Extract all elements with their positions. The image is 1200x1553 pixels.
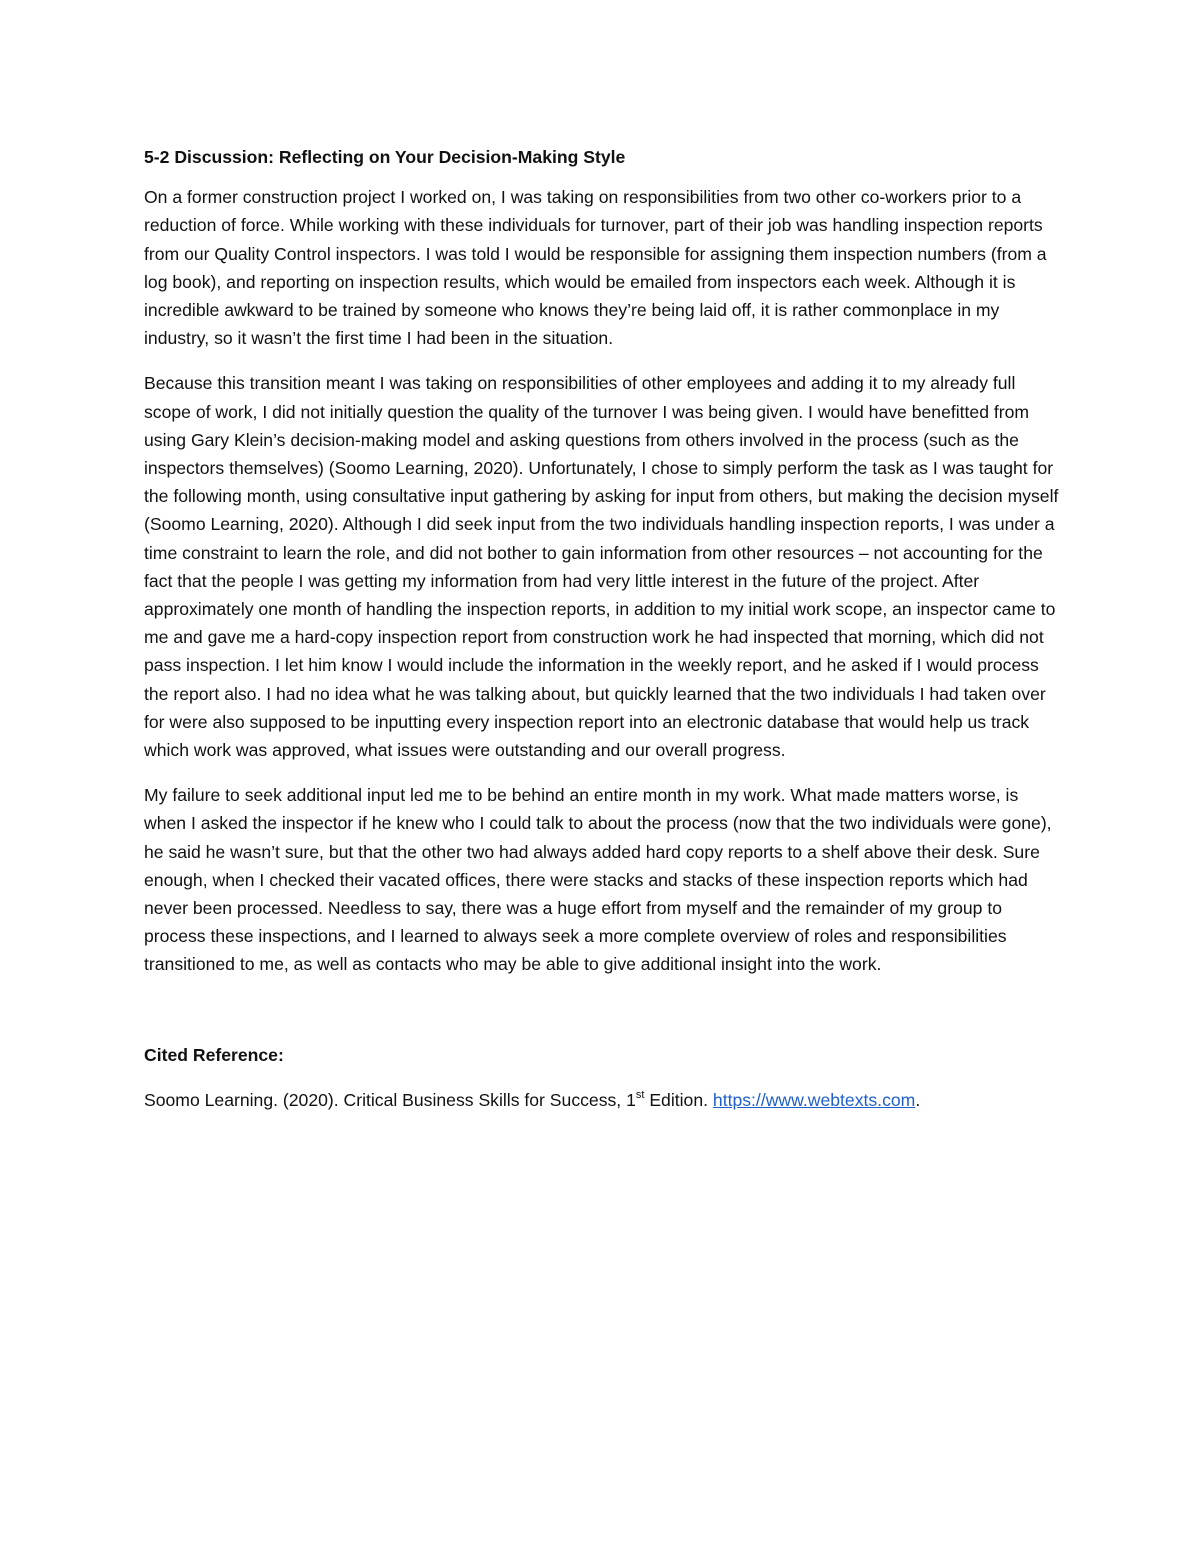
document-title: 5-2 Discussion: Reflecting on Your Decision-Making Style (144, 147, 626, 167)
reference-trailing-period: . (915, 1089, 921, 1110)
reference-heading: Cited Reference: (144, 1044, 284, 1065)
document-body (144, 143, 1060, 1114)
reference-text: Soomo Learning. (2020). Critical Business Skills for Success, 1 (144, 1089, 636, 1110)
section-spacer (144, 996, 1060, 1041)
reference-link[interactable]: https://www.webtexts.com (712, 1089, 916, 1110)
paragraph-2: Because this transition meant I was taking on responsibilities of other employees and adding it to my already full scope of work, I did not initially question the quality of the turnover I was being given. I would have benefitted from using Gary Klein’s decision-making model and asking questions from others involved in the process (such as the inspectors themselves) (Soomo Learning, 2020). Unfortunately, I chose to simply perform the task as I was taught for the following month, using consultative input gathering by asking for input from others, but making the decision myself (Soomo Learning, 2020). Although I did seek input from the two individuals handling inspection reports, I was under a time constraint to learn the role, and did not bother to gain information from other resources – not accounting for the fact that the people I was getting my information from had very little interest in the future of the project. After approximately one month of handling the inspection reports, in addition to my initial work scope, an inspector came to me and gave me a hard-copy inspection report from construction work he had inspected that morning, which did not pass inspection. I let him know I would include the information in the weekly report, and he asked if I would process the report also. I had no idea what he was talking about, but quickly learned that the two individuals I had taken over for were also supposed to be inputting every inspection report into an electronic database that would help us track which work was approved, what issues were outstanding and our overall progress. (144, 373, 1059, 761)
reference-superscript: st (635, 1089, 645, 1102)
paragraph-3: My failure to seek additional input led me to be behind an entire month in my work. What made matters worse, is when I asked the inspector if he knew who I could talk to about the process (now that the two individuals were gone), he said he wasn’t sure, but that the other two had always added hard copy reports to a shelf above their desk. Sure enough, when I checked their vacated offices, there were stacks and stacks of these inspection reports which had never been processed. Needless to say, there was a huge effort from myself and the remainder of my group to process these inspections, and I learned to always seek a more complete overview of roles and responsibilities transitioned to me, as well as contacts who may be able to give additional insight into the work. (144, 785, 1052, 975)
paragraph-1: On a former construction project I worked on, I was taking on responsibilities from two other co-workers prior to a reduction of force. While working with these individuals for turnover, part of their job was handling inspection reports from our Quality Control inspectors. I was told I would be responsible for assigning them inspection numbers (from a log book), and reporting on inspection results, which would be emailed from inspectors each week. Although it is incredible awkward to be trained by someone who knows they’re being laid off, it is rather commonplace in my industry, so it wasn’t the first time I had been in the situation. (144, 187, 1047, 349)
reference-entry (144, 1086, 1060, 1114)
reference-edition: Edition. (644, 1089, 713, 1110)
